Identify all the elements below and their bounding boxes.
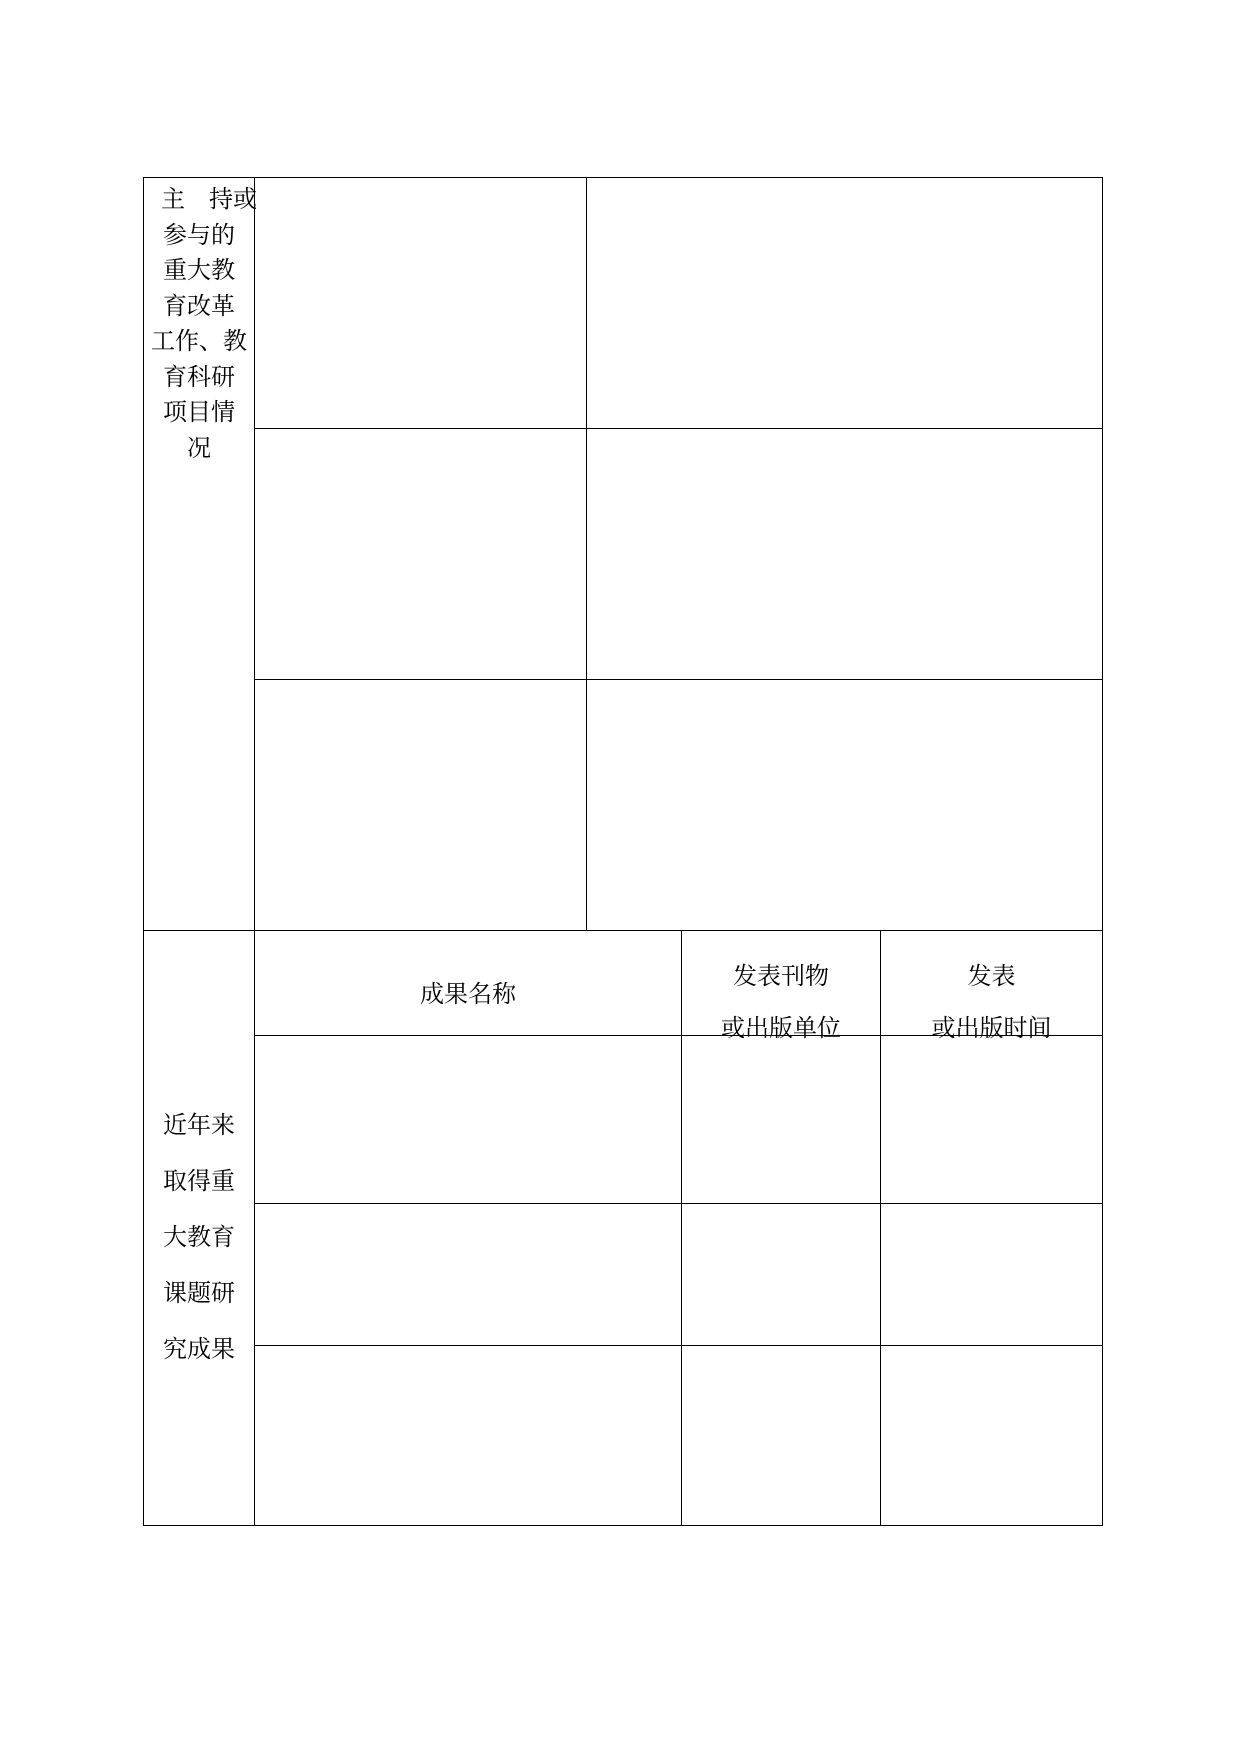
result-2-name-cell[interactable]	[255, 1204, 681, 1345]
result-1-time-cell[interactable]	[881, 1036, 1102, 1203]
projects-label-line: 参与的	[163, 220, 235, 249]
publisher-header-line1: 发表刊物	[733, 962, 829, 990]
publisher-header-line2: 或出版单位	[721, 1014, 841, 1042]
result-name-header: 成果名称	[420, 980, 516, 1008]
result-3-time-cell[interactable]	[881, 1346, 1102, 1525]
projects-label-line: 育改革	[163, 291, 235, 320]
results-label-line: 近年来	[163, 1111, 235, 1139]
section-divider	[143, 930, 1103, 931]
project-2-name-cell[interactable]	[255, 429, 586, 679]
project-1-detail-cell[interactable]	[587, 178, 1102, 428]
projects-label-line: 重大教	[163, 256, 235, 284]
results-label-line: 课题研	[163, 1279, 235, 1307]
project-3-name-cell[interactable]	[255, 680, 586, 930]
time-header-line2: 或出版时间	[931, 1014, 1052, 1042]
table-border-right	[1102, 177, 1103, 1526]
result-1-name-cell[interactable]	[255, 1036, 681, 1203]
project-3-detail-cell[interactable]	[587, 680, 1102, 930]
projects-label-line: 工作、教	[151, 327, 247, 355]
projects-label-line: 育科研	[163, 362, 235, 391]
results-label-line: 大教育	[163, 1223, 235, 1251]
projects-label-line: 项目情	[163, 398, 235, 426]
results-label-line: 取得重	[163, 1167, 235, 1195]
projects-label-line: 主 持或	[161, 185, 257, 213]
result-2-time-cell[interactable]	[881, 1204, 1102, 1345]
projects-section-label	[143, 182, 255, 466]
project-2-detail-cell[interactable]	[587, 429, 1102, 679]
result-3-publisher-cell[interactable]	[682, 1346, 880, 1525]
project-1-name-cell[interactable]	[255, 178, 586, 428]
table-border-bottom	[143, 1525, 1103, 1526]
results-label-line: 究成果	[163, 1335, 235, 1363]
result-2-publisher-cell[interactable]	[682, 1204, 880, 1345]
result-1-publisher-cell[interactable]	[682, 1036, 880, 1203]
projects-label-line: 况	[187, 433, 211, 462]
results-section-label	[143, 1097, 255, 1377]
result-3-name-cell[interactable]	[255, 1346, 681, 1525]
time-header-line1: 发表	[967, 962, 1016, 990]
